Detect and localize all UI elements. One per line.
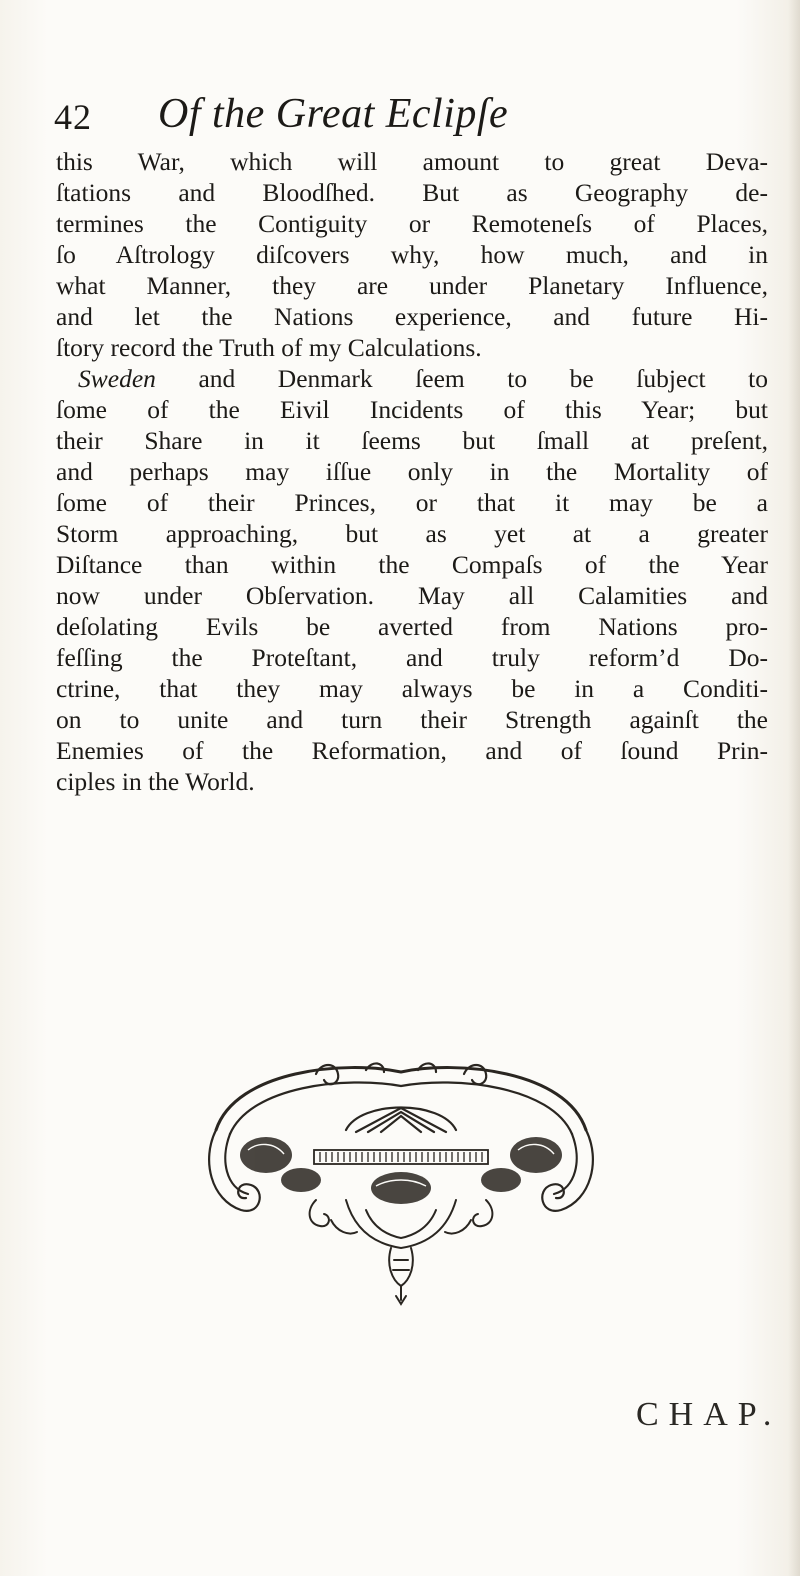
text-line: ſtory record the Truth of my Calculations.: [56, 333, 482, 362]
text-line: this War, which will amount to great Deva-: [56, 147, 768, 176]
page-edge-shadow: [788, 0, 800, 1576]
text-line: ſo Aſtrology diſcovers why, how much, and in: [56, 240, 768, 269]
text-line: termines the Contiguity or Remoteneſs of Places,: [56, 209, 768, 238]
text-line: ctrine, that they may always be in a Conditi-: [56, 674, 768, 703]
text-line: now under Obſervation. May all Calamities and: [56, 581, 768, 610]
text-line: feſſing the Proteſtant, and truly reform’d Do-: [56, 643, 768, 672]
text-line: and let the Nations experience, and future Hi-: [56, 302, 768, 331]
text-line: on to unite and turn their Strength againſt the: [56, 705, 768, 734]
text-line-sweden: [56, 363, 768, 394]
catchword: CHAP.: [636, 1396, 782, 1433]
text-line: and perhaps may iſſue only in the Mortality of: [56, 457, 768, 486]
running-head: [54, 86, 754, 146]
text-line: their Share in it ſeems but ſmall at preſent,: [56, 426, 768, 455]
text-line: ſome of the Eivil Incidents of this Year; but: [56, 395, 768, 424]
text-line: ſome of their Princes, or that it may be a: [56, 488, 768, 517]
text-line: Diſtance than within the Compaſs of the Year: [56, 550, 768, 579]
text-line: ſtations and Bloodſhed. But as Geography de-: [56, 178, 768, 207]
text-line-rest: and Denmark ſeem to be ſubject to: [198, 364, 768, 393]
page-number: 42: [54, 97, 92, 137]
text-line: Enemies of the Reformation, and of ſound Prin-: [56, 736, 768, 765]
text-line: deſolating Evils be averted from Nations pro-: [56, 612, 768, 641]
body-text: [56, 146, 768, 797]
text-line: ciples in the World.: [56, 767, 255, 796]
running-title: Of the Great Eclipſe: [158, 91, 509, 137]
text-line: what Manner, they are under Planetary Influence,: [56, 271, 768, 300]
text-line: Storm approaching, but as yet at a greater: [56, 519, 768, 548]
italic-word-sweden: Sweden: [78, 364, 156, 393]
tailpiece-ornament: [196, 1060, 606, 1310]
